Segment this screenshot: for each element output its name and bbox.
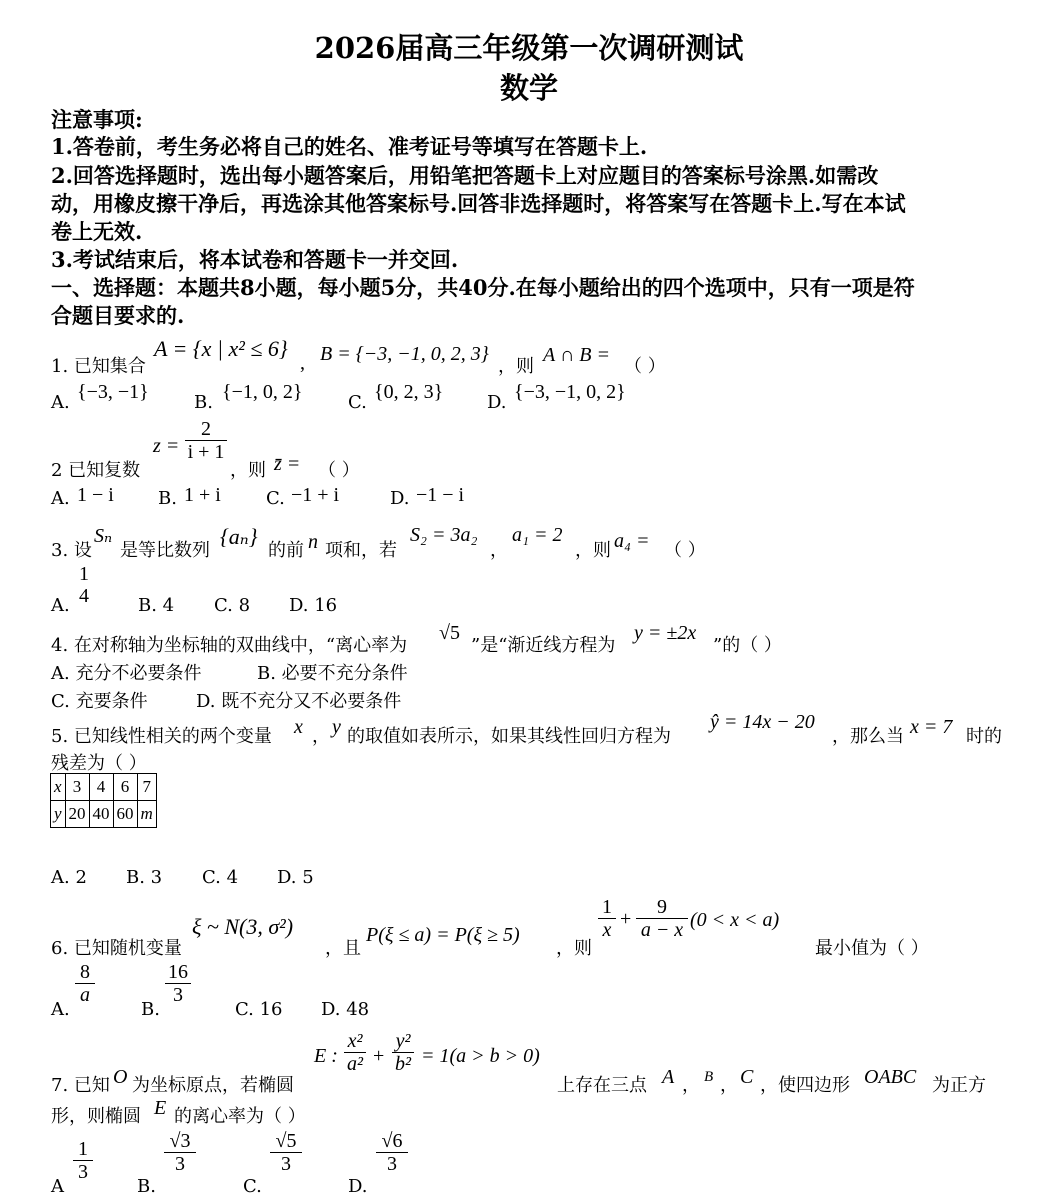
q5-condition: x = 7	[910, 716, 953, 738]
q4-prefix: 4. 在对称轴为坐标轴的双曲线中，“离心率为	[51, 635, 408, 656]
q6-distribution: ξ ~ N(3, σ²)	[192, 914, 294, 939]
q2-lhs: z =	[153, 435, 180, 457]
q3-text-3: 项和，若	[325, 540, 397, 561]
q7-ellipse-e: E	[154, 1097, 167, 1119]
q2-option-a-label: A.	[51, 488, 70, 509]
q7-ellipse-fraction-1	[344, 1030, 366, 1075]
q5-option-c: C. 4	[202, 867, 239, 888]
table-cell: 4	[89, 774, 113, 801]
q7-point-b: B	[704, 1069, 714, 1085]
q5-option-a: A. 2	[51, 867, 87, 888]
q6-prefix: 6. 已知随机变量	[51, 938, 182, 959]
q2-then: ，则	[230, 460, 266, 481]
table-row	[51, 774, 157, 801]
q6-range: (0 < x < a)	[690, 909, 780, 931]
q3-option-a-num: 1	[79, 563, 89, 585]
q7-text-3: ，使四边形	[760, 1075, 850, 1096]
q6-text-1: ，且	[325, 938, 361, 959]
q7-ellipse-fraction-2-den: b²	[395, 1053, 411, 1075]
table-cell: 20	[65, 801, 89, 828]
q3-n: n	[308, 531, 318, 553]
q7-ellipse-head: E :	[314, 1045, 338, 1067]
q6-then: ，则	[556, 938, 592, 959]
q7-option-c-label: C.	[243, 1176, 262, 1197]
q7-ellipse-tail: = 1(a > b > 0)	[421, 1045, 540, 1067]
q5-comma: ，	[312, 726, 330, 747]
q5-prefix: 5. 已知线性相关的两个变量	[51, 726, 272, 747]
notice-item-3: 3.考试结束后，将本试卷和答题卡一并交回.	[51, 247, 459, 272]
q1-option-b-label: B.	[194, 392, 213, 413]
q1-paren: （ ）	[624, 356, 666, 377]
q5-text-2: ，那么当	[832, 726, 904, 747]
q3-paren: （ ）	[664, 540, 706, 561]
q4-middle: ”是“渐近线方程为	[471, 635, 616, 656]
q1-comma: ,	[300, 352, 305, 374]
q6-option-a-label: A.	[51, 999, 70, 1020]
subject-title: 数学	[499, 71, 558, 105]
table-cell: y	[51, 801, 66, 828]
q1-option-d-label: D.	[487, 392, 507, 413]
q7-option-d-num: √6	[381, 1130, 403, 1152]
q6-tail: 最小值为（ ）	[815, 938, 929, 959]
q3-condition-1: S₂ = 3a₂	[410, 524, 478, 546]
q1-option-d: {−3, −1, 0, 2}	[514, 381, 626, 403]
q3-option-c: C. 8	[214, 595, 251, 616]
notice-heading: 注意事项:	[51, 107, 143, 132]
q6-option-d: D. 48	[321, 999, 370, 1020]
q5-y: y	[332, 716, 341, 738]
table-cell: 3	[65, 774, 89, 801]
q5-line-2: 残差为（ ）	[51, 753, 147, 774]
q6-fraction-2	[636, 896, 688, 941]
q7-comma-1: ，	[682, 1075, 700, 1096]
q4-option-b: B. 必要不充分条件	[257, 663, 408, 684]
q6-fraction-1-den: x	[602, 919, 612, 941]
q6-condition: P(ξ ≤ a) = P(ξ ≥ 5)	[366, 924, 520, 946]
q6-option-b-label: B.	[141, 999, 160, 1020]
q1-then: ，则	[498, 356, 534, 377]
q3-comma: ，	[490, 540, 508, 561]
q1-option-b: {−1, 0, 2}	[222, 381, 303, 403]
q2-fraction-num: 2	[201, 418, 211, 440]
q7-ellipse-fraction-2-num: y²	[395, 1030, 411, 1052]
q2-prefix: 2 已知复数	[51, 460, 141, 481]
section-heading-line-1: 一、选择题：本题共8小题，每小题5分，共40分.在每小题给出的四个选项中，只有一项是符	[51, 275, 915, 300]
q7-text-2: 上存在三点	[557, 1075, 647, 1096]
q6-option-b-num: 16	[168, 961, 188, 983]
q3-sequence: {aₙ}	[220, 524, 258, 549]
q4-value: √5	[439, 622, 460, 644]
q6-fraction-1-num: 1	[602, 896, 612, 918]
q7-point-c: C	[740, 1066, 754, 1088]
q3-prefix: 3. 设	[51, 540, 92, 561]
q6-option-b-den: 3	[173, 984, 183, 1006]
q2-option-c-label: C.	[266, 488, 285, 509]
notice-item-2-line-3: 卷上无效.	[51, 219, 143, 244]
q5-data-table	[50, 773, 157, 828]
q2-paren: （ ）	[318, 460, 360, 481]
table-cell: 60	[113, 801, 137, 828]
q2-option-b: 1 + i	[184, 484, 221, 506]
q6-option-a-fraction	[75, 961, 95, 1006]
q3-option-d: D. 16	[289, 595, 338, 616]
q7-text-1: 为坐标原点，若椭圆	[132, 1075, 294, 1096]
q7-origin: O	[113, 1066, 128, 1088]
q3-option-a-den: 4	[79, 585, 89, 607]
table-cell: 6	[113, 774, 137, 801]
q7-option-a-den: 3	[78, 1161, 88, 1183]
q7-ellipse-fraction-1-den: a²	[347, 1053, 363, 1075]
q4-equation: y = ±2x	[634, 622, 697, 644]
q6-option-a-den: a	[80, 984, 90, 1006]
q3-condition-2: a₁ = 2	[512, 524, 563, 546]
q5-regression: ŷ = 14x − 20	[710, 711, 815, 733]
q1-option-a: {−3, −1}	[77, 381, 149, 403]
q6-option-a-num: 8	[80, 961, 90, 983]
q1-prefix: 1. 已知集合	[51, 356, 146, 377]
q4-option-a: A. 充分不必要条件	[51, 663, 202, 684]
q7-option-b-den: 3	[175, 1153, 185, 1175]
q4-end: ”的（ ）	[713, 635, 782, 656]
q4-option-c: C. 充要条件	[51, 691, 148, 712]
q3-option-a-label: A.	[51, 595, 70, 616]
q2-option-c: −1 + i	[291, 484, 340, 506]
q2-option-d: −1 − i	[416, 484, 465, 506]
q7-option-a-label: A	[51, 1176, 64, 1197]
notice-item-1: 1.答卷前，考生务必将自己的姓名、准考证号等填写在答题卡上.	[51, 134, 648, 159]
table-cell: 7	[137, 774, 156, 801]
q7-option-c-num: √5	[275, 1130, 297, 1152]
q3-option-a-fraction	[74, 563, 94, 607]
q1-set-a: A = {x | x² ≤ 6}	[154, 336, 288, 361]
q7-prefix: 7. 已知	[51, 1075, 110, 1096]
q7-comma-2: ，	[720, 1075, 738, 1096]
q6-fraction-2-den: a − x	[640, 919, 684, 941]
q2-fraction-den: i + 1	[187, 441, 225, 463]
q3-option-b: B. 4	[138, 595, 175, 616]
q2-expr: z̄ =	[274, 453, 301, 475]
q7-option-d-label: D.	[348, 1176, 368, 1197]
q7-option-d-fraction	[376, 1130, 408, 1175]
q7-option-a-fraction	[73, 1138, 93, 1183]
q3-expr: a₄ =	[614, 530, 650, 552]
q6-option-b-fraction	[165, 961, 191, 1006]
q7-point-a: A	[662, 1066, 675, 1088]
q7-option-a-num: 1	[78, 1138, 88, 1160]
q1-option-c: {0, 2, 3}	[374, 381, 444, 403]
q1-option-c-label: C.	[348, 392, 367, 413]
table-row	[51, 801, 157, 828]
q7-ellipse-fraction-2	[392, 1030, 414, 1075]
q2-option-d-label: D.	[390, 488, 410, 509]
q6-fraction-2-num: 9	[657, 896, 667, 918]
q6-plus: +	[620, 908, 632, 930]
q7-option-c-den: 3	[281, 1153, 291, 1175]
q2-option-a: 1 − i	[77, 484, 114, 506]
q6-option-c: C. 16	[235, 999, 283, 1020]
q6-fraction-1	[598, 896, 616, 941]
q3-text-1: 是等比数列	[120, 540, 210, 561]
exam-title: 2026届高三年级第一次调研测试	[314, 31, 744, 65]
q7-option-b-label: B.	[137, 1176, 156, 1197]
q5-text-3: 时的	[966, 726, 1002, 747]
q7-option-b-fraction	[164, 1130, 196, 1175]
table-cell: m	[137, 801, 156, 828]
q1-option-a-label: A.	[51, 392, 70, 413]
q7-line-2-a: 形，则椭圆	[51, 1106, 141, 1127]
q2-option-b-label: B.	[158, 488, 177, 509]
q3-text-2: 的前	[268, 540, 304, 561]
q7-quadrilateral: OABC	[864, 1066, 917, 1088]
q4-option-d: D. 既不充分又不必要条件	[196, 691, 402, 712]
q7-ellipse-plus: +	[373, 1045, 385, 1067]
notice-item-2-line-1: 2.回答选择题时，选出每小题答案后，用铅笔把答题卡上对应题目的答案标号涂黑.如需改	[51, 163, 879, 188]
q5-option-b: B. 3	[126, 867, 163, 888]
q2-fraction	[185, 418, 227, 463]
q5-text-1: 的取值如表所示，如果其线性回归方程为	[347, 726, 671, 747]
q7-ellipse-fraction-1-num: x²	[347, 1030, 363, 1052]
q5-x: x	[294, 716, 303, 738]
q3-then: ，则	[575, 540, 611, 561]
q1-expr: A ∩ B =	[543, 344, 611, 366]
q7-line-2-b: 的离心率为（ ）	[174, 1106, 306, 1127]
q7-option-b-num: √3	[169, 1130, 191, 1152]
q3-sn: Sₙ	[94, 525, 113, 547]
table-cell: x	[51, 774, 66, 801]
notice-item-2-line-2: 动，用橡皮擦干净后，再选涂其他答案标号.回答非选择题时，将答案写在答题卡上.写在本试	[51, 191, 906, 216]
q7-option-c-fraction	[270, 1130, 302, 1175]
section-heading-line-2: 合题目要求的.	[51, 303, 185, 328]
q7-option-d-den: 3	[387, 1153, 397, 1175]
table-cell: 40	[89, 801, 113, 828]
q7-text-4: 为正方	[932, 1075, 986, 1096]
q5-option-d: D. 5	[277, 867, 314, 888]
q1-set-b: B = {−3, −1, 0, 2, 3}	[320, 343, 489, 365]
